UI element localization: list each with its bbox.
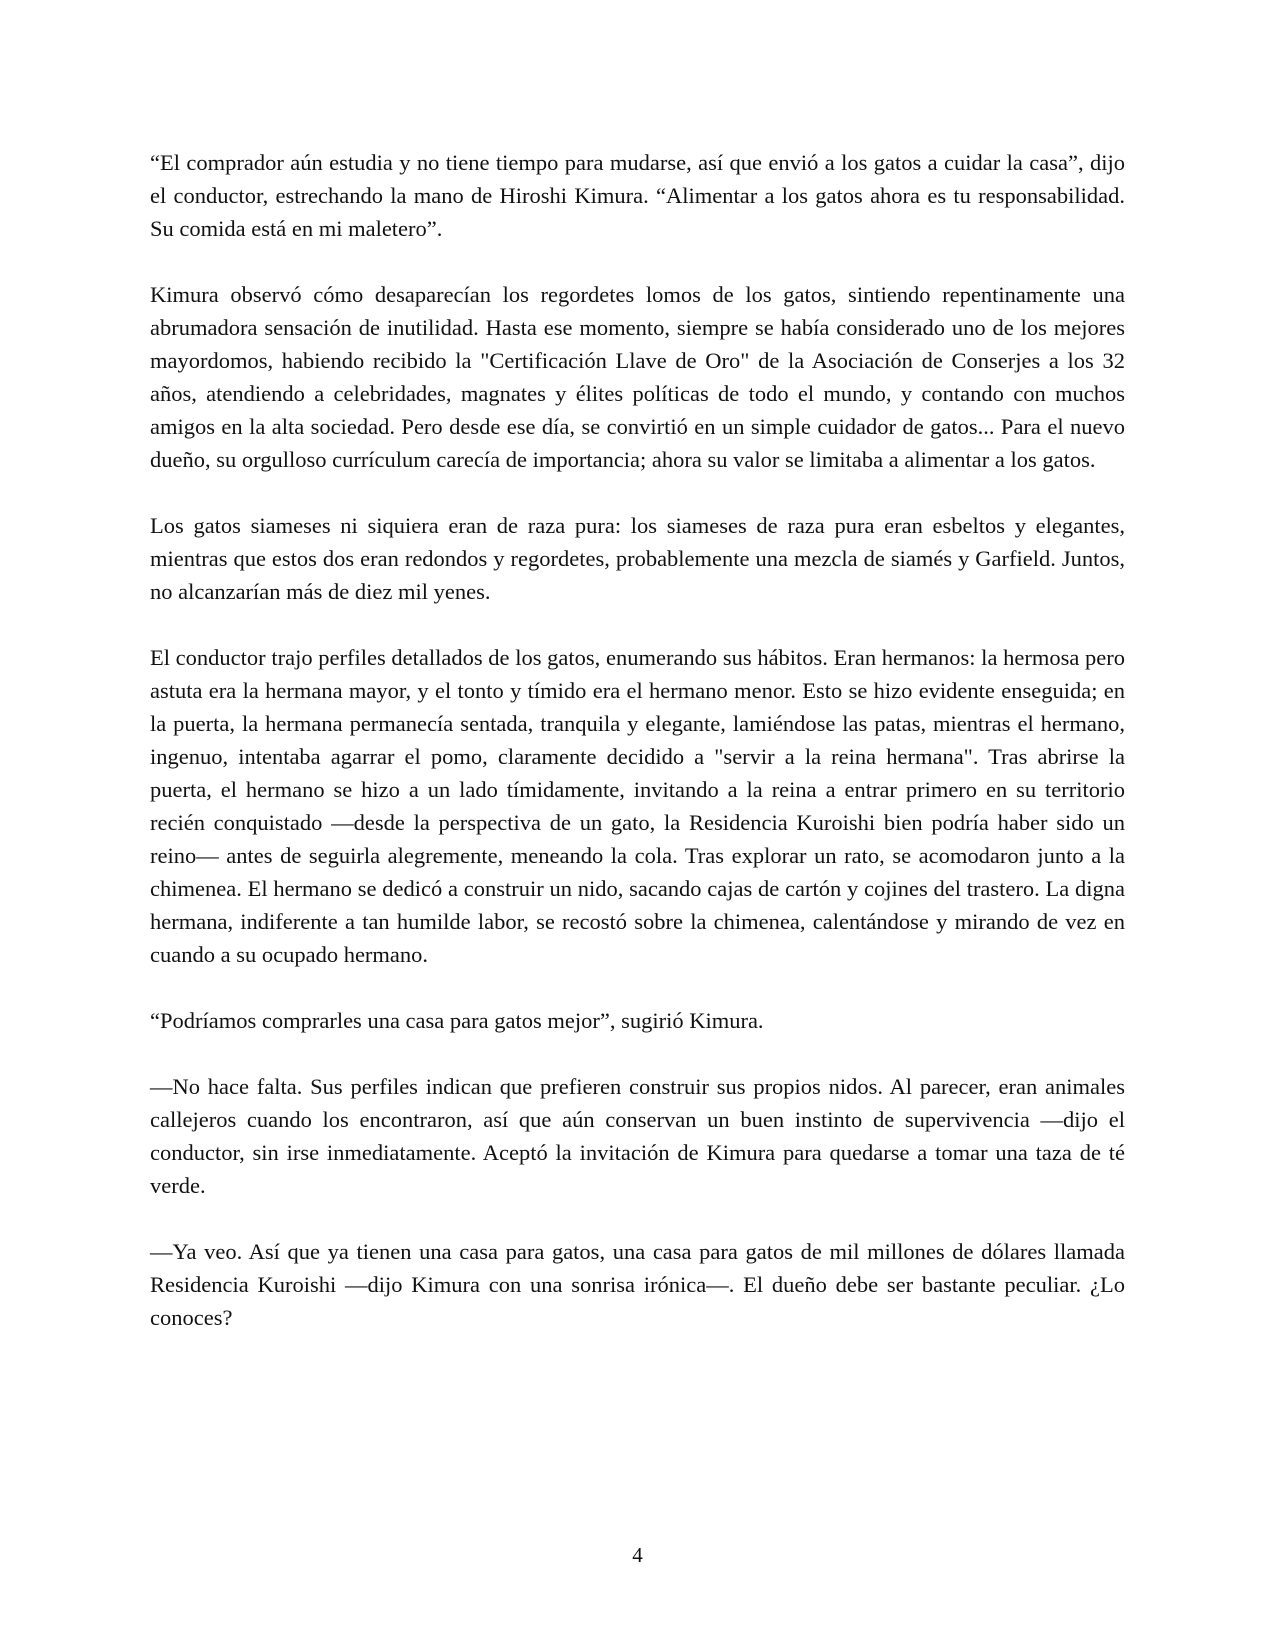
paragraph-1: “El comprador aún estudia y no tiene tiempo para mudarse, así que envió a los gatos a cuidar la casa”, dijo el conductor, estrechando la mano de Hiroshi Kimura. “Alimentar a los gatos ahora es tu responsabilidad. Su comida está en mi maletero”. — [150, 150, 1125, 241]
paragraph-7: —Ya veo. Así que ya tienen una casa para gatos, una casa para gatos de mil millones de dólares llamada Residencia Kuroishi —dijo Kimura con una sonrisa irónica—. El dueño debe ser bastante peculiar. ¿Lo conoces? — [150, 1239, 1125, 1330]
paragraph-5: “Podríamos comprarles una casa para gatos mejor”, sugirió Kimura. — [150, 1008, 764, 1033]
paragraph-2: Kimura observó cómo desaparecían los regordetes lomos de los gatos, sintiendo repentinamente una abrumadora sensación de inutilidad. Hasta ese momento, siempre se había considerado uno de los mejores mayordomos, habiendo recibido la "Certificación Llave de Oro" de la Asociación de Conserjes a los 32 años, atendiendo a celebridades, magnates y élites políticas de todo el mundo, y contando con muchos amigos en la alta sociedad. Pero desde ese día, se convirtió en un simple cuidador de gatos... Para el nuevo dueño, su orgulloso currículum carecía de importancia; ahora su valor se limitaba a alimentar a los gatos. — [150, 282, 1125, 472]
paragraph-3: Los gatos siameses ni siquiera eran de raza pura: los siameses de raza pura eran esbeltos y elegantes, mientras que estos dos eran redondos y regordetes, probablemente una mezcla de siamés y Garfield. Juntos, no alcanzarían más de diez mil yenes. — [150, 513, 1125, 604]
page-number: 4 — [632, 1543, 643, 1567]
paragraph-6: —No hace falta. Sus perfiles indican que prefieren construir sus propios nidos. Al parecer, eran animales callejeros cuando los encontraron, así que aún conservan un buen instinto de supervivencia —dijo el conductor, sin irse inmediatamente. Aceptó la invitación de Kimura para quedarse a tomar una taza de té verde. — [150, 1074, 1125, 1198]
page-body — [150, 146, 1125, 1367]
paragraph-4: El conductor trajo perfiles detallados de los gatos, enumerando sus hábitos. Eran hermanos: la hermosa pero astuta era la hermana mayor, y el tonto y tímido era el hermano menor. Esto se hizo evidente enseguida; en la puerta, la hermana permanecía sentada, tranquila y elegante, lamiéndose las patas, mientras el hermano, ingenuo, intentaba agarrar el pomo, claramente decidido a "servir a la reina hermana". Tras abrirse la puerta, el hermano se hizo a un lado tímidamente, invitando a la reina a entrar primero en su territorio recién conquistado —desde la perspectiva de un gato, la Residencia Kuroishi bien podría haber sido un reino— antes de seguirla alegremente, meneando la cola. Tras explorar un rato, se acomodaron junto a la chimenea. El hermano se dedicó a construir un nido, sacando cajas de cartón y cojines del trastero. La digna hermana, indiferente a tan humilde labor, se recostó sobre la chimenea, calentándose y mirando de vez en cuando a su ocupado hermano. — [150, 645, 1125, 967]
